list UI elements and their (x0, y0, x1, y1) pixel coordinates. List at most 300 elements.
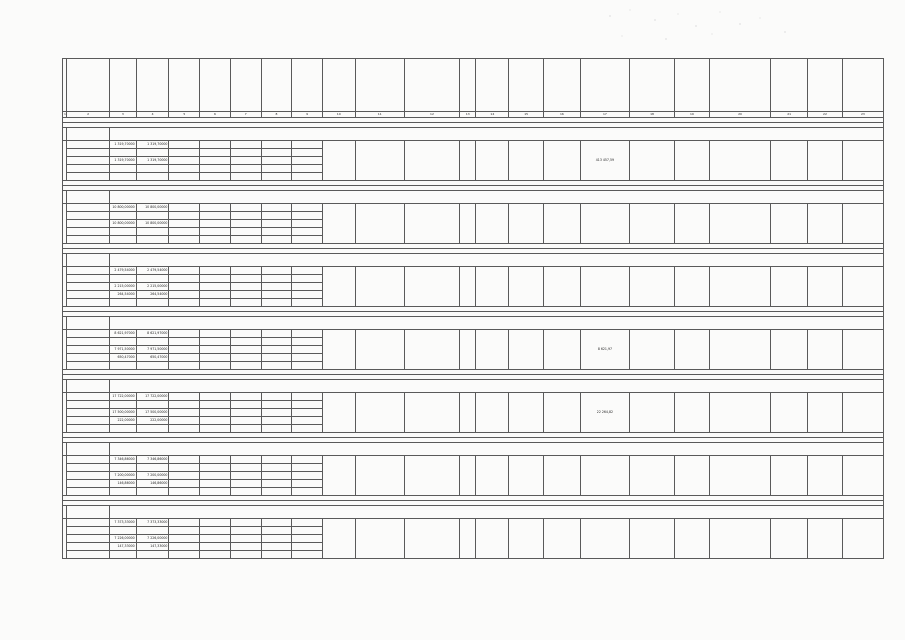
project-unit (460, 267, 476, 307)
blank-cell (842, 519, 883, 559)
project-unit (460, 456, 476, 496)
blank-cell (808, 141, 843, 181)
funding-year (136, 338, 169, 346)
project-developer (544, 204, 581, 244)
blank-cell (261, 212, 292, 220)
project-name (110, 191, 884, 204)
blank-cell (261, 173, 292, 181)
project-cost: 413 457,59 (580, 141, 629, 181)
project-capacity (404, 519, 459, 559)
project-row (63, 254, 884, 267)
blank-cell (200, 157, 231, 165)
blank-cell (230, 480, 261, 488)
blank-cell (292, 149, 323, 157)
blank-cell (200, 267, 231, 275)
project-number (67, 380, 110, 393)
spreadsheet-page (62, 58, 884, 613)
blank-cell (261, 551, 292, 559)
blank-cell (230, 519, 261, 527)
blank-cell (292, 291, 323, 299)
column-number: 7 (230, 112, 261, 118)
blank-cell (230, 141, 261, 149)
funding-label (67, 393, 110, 401)
blank-cell (230, 425, 261, 433)
blank-cell (169, 488, 200, 496)
blank-cell (261, 401, 292, 409)
blank-cell (230, 204, 261, 212)
funding-year: 650,47000 (136, 354, 169, 362)
blank-cell (261, 346, 292, 354)
blank-cell (261, 535, 292, 543)
column-number: 10 (322, 112, 355, 118)
column-number: 12 (404, 112, 459, 118)
finance-row (63, 267, 884, 275)
blank-cell (292, 236, 323, 244)
project-activity (355, 393, 404, 433)
funding-year: 10 800,00000 (136, 220, 169, 228)
blank-cell (169, 535, 200, 543)
project-activity (355, 204, 404, 244)
blank-cell (842, 393, 883, 433)
blank-cell (169, 543, 200, 551)
project-customer (476, 393, 509, 433)
blank-cell (261, 488, 292, 496)
column-header (404, 59, 459, 112)
funding-year (136, 236, 169, 244)
funding-label (67, 338, 110, 346)
project-row (63, 380, 884, 393)
funding-total (110, 551, 137, 559)
blank-cell (200, 149, 231, 157)
project-owner (675, 141, 710, 181)
blank-cell (169, 299, 200, 307)
project-capacity (404, 141, 459, 181)
blank-cell (230, 267, 261, 275)
project-name (110, 506, 884, 519)
blank-cell (169, 417, 200, 425)
blank-cell (842, 330, 883, 370)
project-client (509, 141, 544, 181)
blank-cell (292, 519, 323, 527)
blank-cell (230, 283, 261, 291)
blank-cell (261, 362, 292, 370)
blank-cell (292, 362, 323, 370)
blank-cell (808, 204, 843, 244)
project-developer (544, 267, 581, 307)
funding-total: 7 373,33000 (110, 519, 137, 527)
blank-cell (230, 220, 261, 228)
column-header (771, 59, 808, 112)
column-header (292, 59, 323, 112)
funding-total (110, 338, 137, 346)
blank-cell (200, 488, 231, 496)
blank-cell (808, 267, 843, 307)
blank-cell (261, 149, 292, 157)
column-header (322, 59, 355, 112)
blank-cell (292, 228, 323, 236)
project-cost (580, 267, 629, 307)
project-number (67, 128, 110, 141)
project-number (67, 506, 110, 519)
project-unit (460, 519, 476, 559)
project-number (67, 443, 110, 456)
blank-cell (169, 275, 200, 283)
project-capacity (404, 393, 459, 433)
blank-cell (292, 425, 323, 433)
blank-cell (169, 346, 200, 354)
project-customer (476, 267, 509, 307)
blank-cell (292, 464, 323, 472)
funding-year: 146,86000 (136, 480, 169, 488)
project-owner (675, 267, 710, 307)
blank-cell (292, 338, 323, 346)
column-header (842, 59, 883, 112)
blank-cell (292, 417, 323, 425)
funding-label (67, 228, 110, 236)
project-expertise (771, 519, 808, 559)
funding-label (67, 220, 110, 228)
blank-cell (169, 291, 200, 299)
blank-cell (169, 362, 200, 370)
blank-cell (292, 330, 323, 338)
funding-label (67, 291, 110, 299)
funding-label (67, 417, 110, 425)
blank-cell (842, 141, 883, 181)
blank-cell (200, 141, 231, 149)
project-number (67, 317, 110, 330)
funding-year: 264,54000 (136, 291, 169, 299)
blank-cell (261, 354, 292, 362)
blank-cell (261, 456, 292, 464)
project-name (110, 254, 884, 267)
project-number (67, 191, 110, 204)
blank-cell (169, 141, 200, 149)
blank-cell (292, 283, 323, 291)
finance-row (63, 204, 884, 212)
blank-cell (200, 173, 231, 181)
funding-total: 147,33000 (110, 543, 137, 551)
project-method (709, 456, 770, 496)
funding-label (67, 543, 110, 551)
project-type (629, 519, 674, 559)
blank-cell (169, 157, 200, 165)
project-cost (580, 204, 629, 244)
funding-year (136, 551, 169, 559)
header-row (63, 59, 884, 112)
funding-total: 7 346,86000 (110, 456, 137, 464)
blank-cell (261, 283, 292, 291)
blank-cell (200, 527, 231, 535)
project-activity (355, 267, 404, 307)
blank-cell (200, 409, 231, 417)
blank-cell (261, 228, 292, 236)
blank-cell (200, 228, 231, 236)
blank-cell (230, 527, 261, 535)
funding-total: 2 479,54000 (110, 267, 137, 275)
blank-cell (230, 401, 261, 409)
blank-cell (169, 527, 200, 535)
project-year (322, 456, 355, 496)
blank-cell (808, 330, 843, 370)
project-name (110, 380, 884, 393)
project-client (509, 267, 544, 307)
funding-total (110, 527, 137, 535)
blank-cell (292, 212, 323, 220)
funding-total: 8 621,97000 (110, 330, 137, 338)
blank-cell (261, 236, 292, 244)
column-header (67, 59, 110, 112)
project-type (629, 204, 674, 244)
blank-cell (261, 480, 292, 488)
column-number: 17 (580, 112, 629, 118)
blank-cell (200, 283, 231, 291)
blank-cell (169, 267, 200, 275)
data-table (62, 58, 884, 559)
blank-cell (842, 267, 883, 307)
blank-cell (230, 393, 261, 401)
project-row (63, 191, 884, 204)
project-customer (476, 141, 509, 181)
funding-year: 1 319,70000 (136, 157, 169, 165)
project-activity (355, 456, 404, 496)
project-client (509, 393, 544, 433)
blank-cell (200, 464, 231, 472)
column-header (355, 59, 404, 112)
project-expertise (771, 393, 808, 433)
blank-cell (292, 456, 323, 464)
project-customer (476, 456, 509, 496)
funding-label (67, 354, 110, 362)
blank-cell (200, 220, 231, 228)
column-header (580, 59, 629, 112)
blank-cell (292, 220, 323, 228)
blank-cell (292, 165, 323, 173)
blank-cell (292, 409, 323, 417)
funding-year: 7 346,86000 (136, 456, 169, 464)
blank-cell (261, 417, 292, 425)
column-number: 19 (675, 112, 710, 118)
column-header (629, 59, 674, 112)
funding-label (67, 212, 110, 220)
blank-cell (292, 204, 323, 212)
project-cost: 8 621,97 (580, 330, 629, 370)
funding-year (136, 464, 169, 472)
blank-cell (230, 354, 261, 362)
blank-cell (261, 141, 292, 149)
funding-year (136, 299, 169, 307)
column-number: 8 (261, 112, 292, 118)
funding-total (110, 212, 137, 220)
blank-cell (230, 157, 261, 165)
project-owner (675, 456, 710, 496)
blank-cell (169, 165, 200, 173)
funding-year: 17 722,00000 (136, 393, 169, 401)
blank-cell (200, 354, 231, 362)
project-client (509, 519, 544, 559)
project-name (110, 317, 884, 330)
blank-cell (808, 393, 843, 433)
project-type (629, 267, 674, 307)
column-number: 5 (169, 112, 200, 118)
project-year (322, 519, 355, 559)
funding-year: 1 319,70000 (136, 141, 169, 149)
funding-total: 7 971,50000 (110, 346, 137, 354)
funding-year (136, 212, 169, 220)
funding-year: 147,33000 (136, 543, 169, 551)
blank-cell (230, 551, 261, 559)
funding-total: 222,00000 (110, 417, 137, 425)
funding-total (110, 165, 137, 173)
blank-cell (169, 149, 200, 157)
funding-label (67, 283, 110, 291)
column-header (675, 59, 710, 112)
funding-label (67, 173, 110, 181)
blank-cell (292, 267, 323, 275)
project-cost (580, 519, 629, 559)
project-type (629, 330, 674, 370)
blank-cell (292, 472, 323, 480)
funding-year: 2 215,00000 (136, 283, 169, 291)
blank-cell (200, 291, 231, 299)
funding-total (110, 228, 137, 236)
blank-cell (292, 401, 323, 409)
blank-cell (200, 543, 231, 551)
funding-label (67, 346, 110, 354)
project-method (709, 393, 770, 433)
blank-cell (169, 212, 200, 220)
column-number: 20 (709, 112, 770, 118)
project-expertise (771, 330, 808, 370)
blank-cell (230, 362, 261, 370)
column-number: 9 (292, 112, 323, 118)
blank-cell (169, 464, 200, 472)
column-number: 22 (808, 112, 843, 118)
funding-year (136, 362, 169, 370)
blank-cell (230, 417, 261, 425)
project-name (110, 128, 884, 141)
project-owner (675, 204, 710, 244)
column-header (544, 59, 581, 112)
scan-speckle-graphic (600, 6, 800, 46)
funding-year (136, 488, 169, 496)
project-row (63, 317, 884, 330)
funding-year: 7 200,00000 (136, 472, 169, 480)
project-owner (675, 393, 710, 433)
blank-cell (200, 417, 231, 425)
blank-cell (292, 157, 323, 165)
blank-cell (230, 330, 261, 338)
project-year (322, 204, 355, 244)
funding-total (110, 488, 137, 496)
project-row (63, 506, 884, 519)
column-number: 13 (460, 112, 476, 118)
blank-cell (200, 338, 231, 346)
funding-year (136, 401, 169, 409)
funding-label (67, 551, 110, 559)
blank-cell (292, 480, 323, 488)
blank-cell (230, 409, 261, 417)
funding-total (110, 401, 137, 409)
blank-cell (200, 425, 231, 433)
finance-row (63, 393, 884, 401)
finance-row (63, 141, 884, 149)
blank-cell (230, 456, 261, 464)
project-owner (675, 330, 710, 370)
funding-total (110, 464, 137, 472)
blank-cell (292, 527, 323, 535)
funding-year: 7 226,00000 (136, 535, 169, 543)
blank-cell (200, 393, 231, 401)
column-header (509, 59, 544, 112)
blank-cell (261, 464, 292, 472)
project-type (629, 141, 674, 181)
blank-cell (200, 401, 231, 409)
project-row (63, 128, 884, 141)
blank-cell (292, 346, 323, 354)
blank-cell (169, 236, 200, 244)
blank-cell (292, 543, 323, 551)
funding-label (67, 519, 110, 527)
project-capacity (404, 330, 459, 370)
column-number: 14 (476, 112, 509, 118)
project-year (322, 267, 355, 307)
project-unit (460, 393, 476, 433)
project-expertise (771, 456, 808, 496)
project-cost (580, 456, 629, 496)
blank-cell (169, 480, 200, 488)
funding-total: 2 215,00000 (110, 283, 137, 291)
funding-label (67, 275, 110, 283)
funding-year: 2 479,54000 (136, 267, 169, 275)
funding-label (67, 204, 110, 212)
funding-label (67, 330, 110, 338)
blank-cell (230, 338, 261, 346)
project-customer (476, 330, 509, 370)
column-header (136, 59, 169, 112)
funding-total: 17 500,00000 (110, 409, 137, 417)
blank-cell (230, 275, 261, 283)
project-client (509, 456, 544, 496)
project-capacity (404, 267, 459, 307)
project-activity (355, 330, 404, 370)
column-number: 23 (842, 112, 883, 118)
project-developer (544, 519, 581, 559)
blank-cell (169, 173, 200, 181)
column-header (709, 59, 770, 112)
project-row (63, 443, 884, 456)
blank-cell (169, 472, 200, 480)
blank-cell (200, 472, 231, 480)
blank-cell (169, 283, 200, 291)
project-expertise (771, 204, 808, 244)
blank-cell (292, 393, 323, 401)
project-method (709, 141, 770, 181)
project-activity (355, 141, 404, 181)
column-header (460, 59, 476, 112)
column-header (230, 59, 261, 112)
funding-year (136, 173, 169, 181)
project-year (322, 393, 355, 433)
blank-cell (261, 220, 292, 228)
blank-cell (261, 275, 292, 283)
project-client (509, 330, 544, 370)
project-capacity (404, 456, 459, 496)
blank-cell (261, 472, 292, 480)
project-name (110, 443, 884, 456)
blank-cell (261, 204, 292, 212)
funding-year: 7 971,50000 (136, 346, 169, 354)
funding-label (67, 456, 110, 464)
